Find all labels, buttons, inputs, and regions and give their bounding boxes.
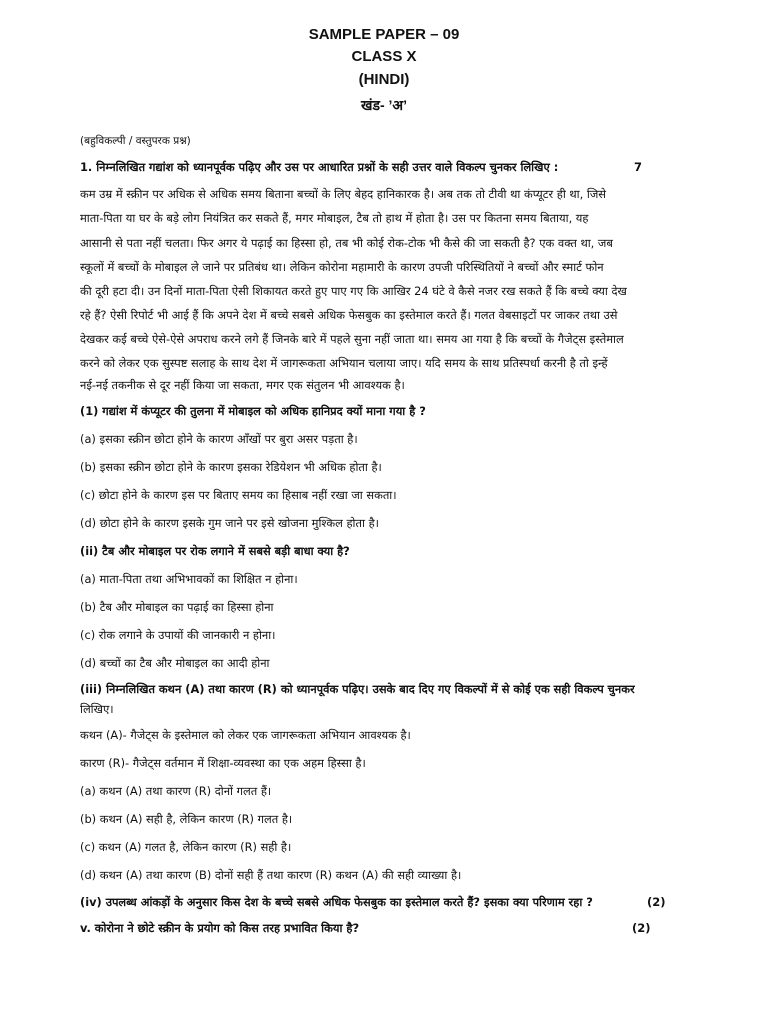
passage-line: रहे हैं? ऐसी रिपोर्ट भी आई हैं कि अपने देश में बच्चे सबसे अधिक फेसबुक का इस्तेमाल करते हैं। गलत वेबसाइटों पर जाकर तथा उसे (80, 308, 618, 322)
question-v-marks: (2) (632, 921, 651, 935)
option-item: (b) कथन (A) सही है, लेकिन कारण (R) गलत है। (80, 812, 293, 826)
passage-line: स्कूलों में बच्चों के मोबाइल ले जाने पर प्रतिबंध था। लेकिन कोरोना महामारी के कारण उपजी परिस्थितियों ने बच्चों और स्मार्ट फोन (80, 260, 604, 274)
assertion-text: कथन (A)- गैजेट्स के इस्तेमाल को लेकर एक जागरूकता अभियान आवश्यक है। (80, 728, 411, 742)
passage-line: आसानी से पता नहीं चलता। फिर अगर ये पढ़ाई का हिस्सा हो, तब भी कोई रोक-टोक भी कैसे की जा सकती है? एक वक्त था, जब (80, 236, 613, 250)
paper-title: SAMPLE PAPER – 09 (308, 26, 460, 43)
passage-line: माता-पिता या घर के बड़े लोग नियंत्रित कर सकते हैं, मगर मोबाइल, टैब तो हाथ में होता है। उस पर कितना समय बिताया, यह (80, 211, 589, 225)
option-item: (c) कथन (A) गलत है, लेकिन कारण (R) सही है। (80, 840, 292, 854)
passage-line: करने को लेकर एक सुस्पष्ट सलाह के साथ देश में जागरूकता अभियान चलाया जाए। यदि समय के साथ प्रतिस्पर्धा करनी है तो इन्हें (80, 356, 608, 370)
reason-text: कारण (R)- गैजेट्स वर्तमान में शिक्षा-व्यवस्था का एक अहम हिस्सा है। (80, 756, 366, 770)
question-v-text: v. कोरोना ने छोटे स्क्रीन के प्रयोग को किस तरह प्रभावित किया है? (80, 921, 360, 935)
question-iii-text-cont: लिखिए। (80, 702, 114, 716)
option-item: (b) इसका स्क्रीन छोटा होने के कारण इसका रेडियेशन भी अधिक होता है। (80, 460, 382, 474)
option-item: (d) छोटा होने के कारण इसके गुम जाने पर इसे खोजना मुश्किल होता है। (80, 516, 379, 530)
class-label: CLASS X (351, 48, 417, 65)
option-item: (d) कथन (A) तथा कारण (B) दोनों सही हैं तथा कारण (R) कथन (A) की सही व्याख्या है। (80, 868, 462, 882)
question-1-marks: 7 (634, 160, 643, 174)
passage-line: देखकर कई बच्चे ऐसे-ऐसे अपराध करने लगे हैं जिनके बारे में पहले सुना नहीं जाता था। समय आ गया है कि बच्चों के गैजेट्स इस्तेमाल (80, 332, 624, 346)
option-item: (a) इसका स्क्रीन छोटा होने के कारण आँखों पर बुरा असर पड़ता है। (80, 432, 358, 446)
question-iv-text: (iv) उपलब्ध आंकड़ों के अनुसार किस देश के बच्चे सबसे अधिक फेसबुक का इस्तेमाल करते हैं? इसका क्या परिणाम रहा ? (80, 895, 593, 909)
question-iv-marks: (2) (647, 895, 666, 909)
subject-label: (HINDI) (358, 71, 410, 88)
question-1-text: 1. निम्नलिखित गद्यांश को ध्यानपूर्वक पढ़िए और उस पर आधारित प्रश्नों के सही उत्तर वाले विकल्प चुनकर लिखिए : (80, 160, 559, 174)
option-item: (d) बच्चों का टैब और मोबाइल का आदी होना (80, 656, 270, 670)
passage-line: नई-नई तकनीक से दूर नहीं किया जा सकता, मगर एक संतुलन भी आवश्यक है। (80, 378, 405, 392)
question-iii-text: (iii) निम्नलिखित कथन (A) तथा कारण (R) को ध्यानपूर्वक पढ़िए। उसके बाद दिए गए विकल्पों में से कोई एक सही विकल्प चुनकर (80, 682, 635, 696)
question-category: (बहुविकल्पी / वस्तुपरक प्रश्न) (80, 135, 191, 147)
question-i-text: (1) गद्यांश में कंप्यूटर की तुलना में मोबाइल को अधिक हानिप्रद क्यों माना गया है ? (80, 404, 426, 418)
passage-line: की दूरी हटा दी। उन दिनों माता-पिता ऐसी शिकायत करते हुए पाए गए कि आखिर 24 घंटे वे कैसे नजर रख सकते हैं कि बच्चे क्या देख (80, 284, 627, 298)
option-item: (c) रोक लगाने के उपायों की जानकारी न होना। (80, 628, 276, 642)
option-item: (b) टैब और मोबाइल का पढ़ाई का हिस्सा होना (80, 600, 274, 614)
option-item: (a) माता-पिता तथा अभिभावकों का शिक्षित न होना। (80, 572, 298, 586)
option-item: (a) कथन (A) तथा कारण (R) दोनों गलत हैं। (80, 784, 272, 798)
question-ii-text: (ii) टैब और मोबाइल पर रोक लगाने में सबसे बड़ी बाधा क्या है? (80, 544, 350, 558)
section-label: खंड- ’अ’ (361, 97, 407, 113)
passage-line: कम उम्र में स्क्रीन पर अधिक से अधिक समय बिताना बच्चों के लिए बेहद हानिकारक है। अब तक तो टीवी था कंप्यूटर ही था, जिसे (80, 187, 606, 201)
option-item: (c) छोटा होने के कारण इस पर बिताए समय का हिसाब नहीं रखा जा सकता। (80, 488, 397, 502)
